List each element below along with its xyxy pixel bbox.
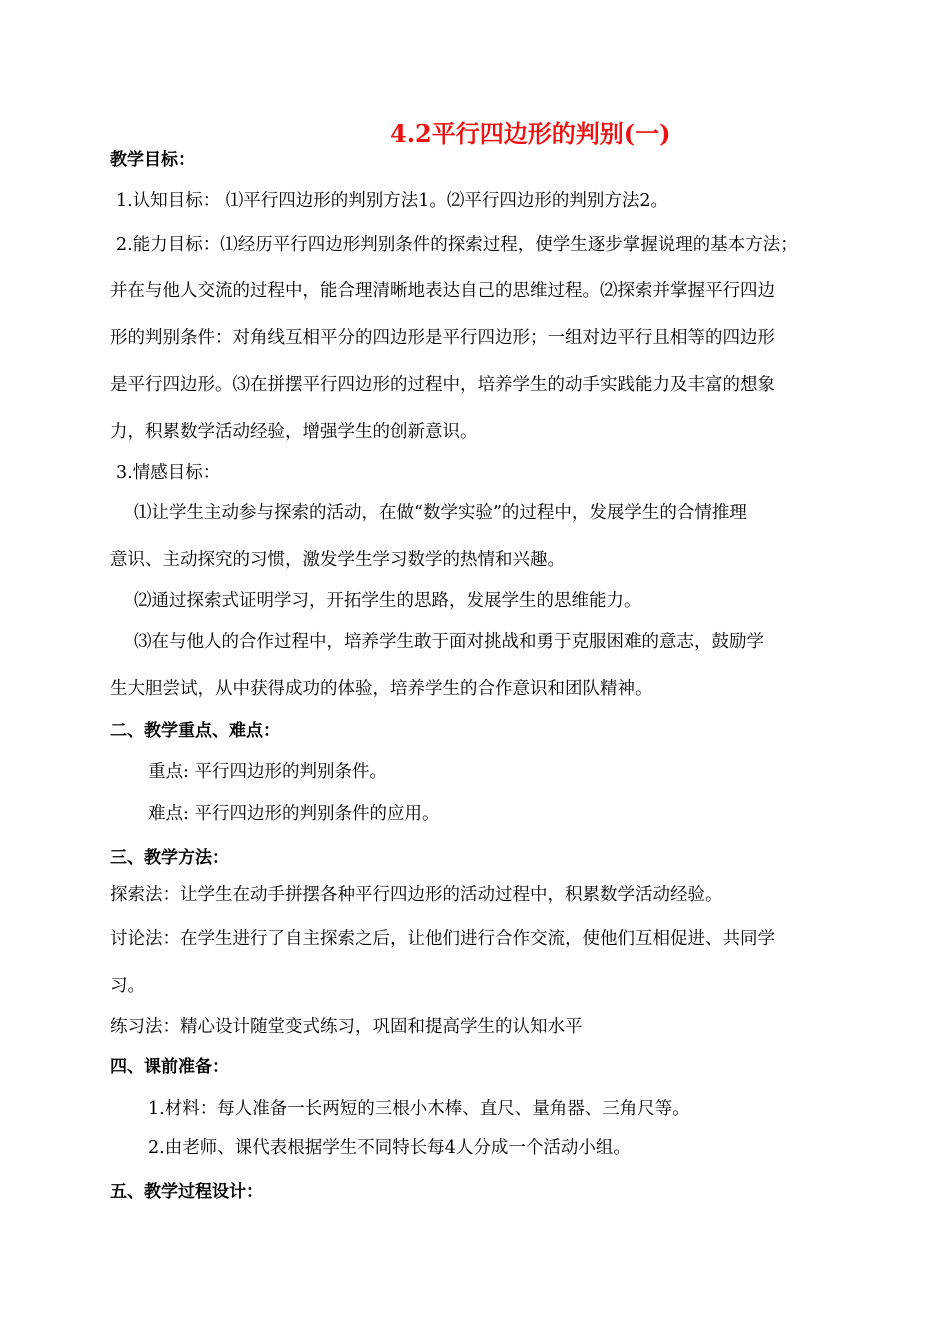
prep-item: 2.由老师、课代表根据学生不同特长每4人分成一个活动小组。	[148, 1138, 631, 1158]
goal-ability-line: 形的判别条件：对角线互相平分的四边形是平行四边形；一组对边平行且相等的四边形	[110, 328, 775, 348]
goal-emotion-line: ⑶在与他人的合作过程中，培养学生敢于面对挑战和勇于克服困难的意志，鼓励学	[134, 632, 764, 652]
method-discuss-line: 习。	[110, 976, 145, 996]
goal-cognitive: 1.认知目标： ⑴平行四边形的判别方法1。⑵平行四边形的判别方法2。	[116, 191, 669, 211]
goals-heading: 教学目标：	[110, 150, 195, 170]
goal-emotion-line: ⑴让学生主动参与探索的活动，在做“数学实验”的过程中，发展学生的合情推理	[134, 503, 747, 523]
prep-heading: 四、课前准备：	[110, 1057, 229, 1077]
key-point: 重点: 平行四边形的判别条件。	[148, 762, 387, 782]
goal-emotion-line: 生大胆尝试，从中获得成功的体验，培养学生的合作意识和团队精神。	[110, 679, 653, 699]
goal-ability-line: 是平行四边形。⑶在拼摆平行四边形的过程中，培养学生的动手实践能力及丰富的想象	[110, 375, 775, 395]
goal-ability-line: 力，积累数学活动经验，增强学生的创新意识。	[110, 422, 478, 442]
key-difficult-heading: 二、教学重点、难点：	[110, 721, 280, 741]
method-heading: 三、教学方法：	[110, 848, 229, 868]
difficult-point: 难点: 平行四边形的判别条件的应用。	[148, 804, 440, 824]
goal-ability-line: 并在与他人交流的过程中，能合理清晰地表达自己的思维过程。⑵探索并掌握平行四边	[110, 281, 775, 301]
method-discuss-line: 讨论法：在学生进行了自主探索之后，让他们进行合作交流，使他们互相促进、共同学	[110, 929, 775, 949]
goal-emotion-line: 意识、主动探究的习惯，激发学生学习数学的热情和兴趣。	[110, 550, 565, 570]
document-title: 4.2平行四边形的判别(一)	[390, 119, 671, 148]
prep-item: 1.材料：每人准备一长两短的三根小木棒、直尺、量角器、三角尺等。	[148, 1099, 690, 1119]
method-practice: 练习法：精心设计随堂变式练习，巩固和提高学生的认知水平	[110, 1017, 583, 1037]
goal-emotion-heading: 3.情感目标：	[116, 463, 221, 483]
goal-emotion-line: ⑵通过探索式证明学习，开拓学生的思路，发展学生的思维能力。	[134, 591, 642, 611]
method-explore: 探索法：让学生在动手拼摆各种平行四边形的活动过程中，积累数学活动经验。	[110, 885, 723, 905]
goal-ability-line: 2.能力目标：⑴经历平行四边形判别条件的探索过程，使学生逐步掌握说理的基本方法；	[116, 235, 798, 255]
process-heading: 五、教学过程设计：	[110, 1182, 263, 1202]
